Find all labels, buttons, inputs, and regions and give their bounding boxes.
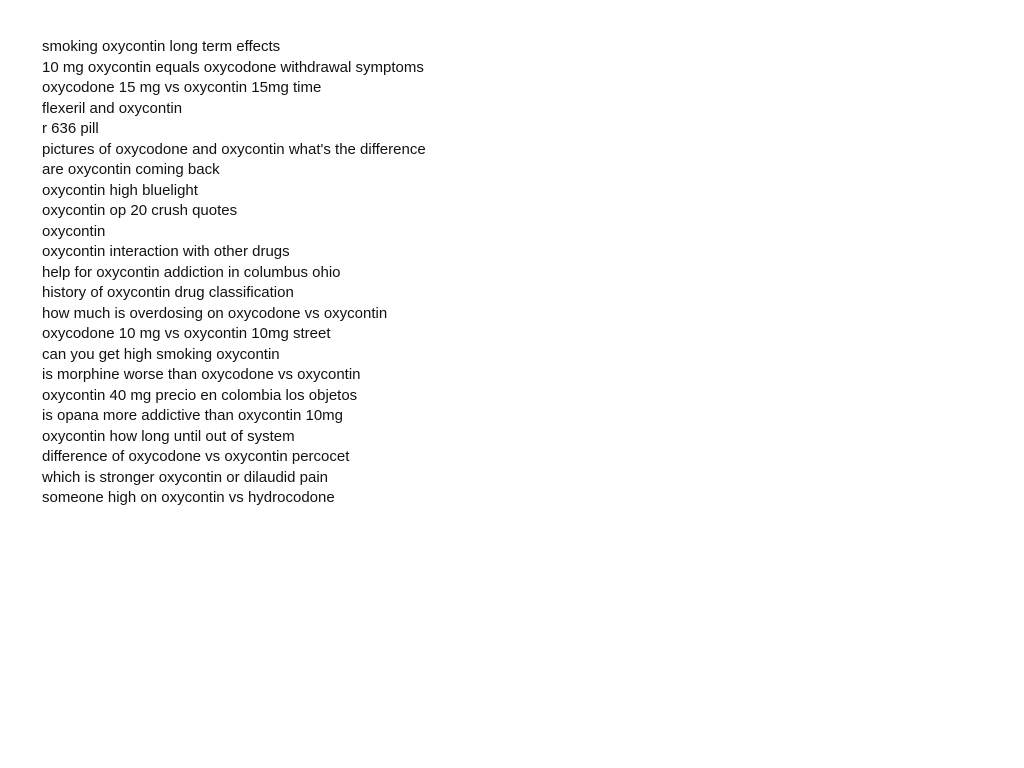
text-line: oxycontin op 20 crush quotes [42, 202, 238, 219]
text-line: how much is overdosing on oxycodone vs oxycontin [42, 304, 388, 322]
text-line: oxycodone 15 mg vs oxycontin 15mg time [42, 79, 322, 96]
text-line: oxycontin high bluelight [42, 181, 198, 199]
text-line: history of oxycontin drug classification [42, 284, 294, 301]
text-line: oxycontin how long until out of system [42, 427, 295, 445]
text-line: oxycontin [42, 222, 106, 240]
text-line: which is stronger oxycontin or dilaudid pain [42, 468, 328, 486]
text-line: oxycontin interaction with other drugs [42, 243, 290, 260]
text-line: pictures of oxycodone and oxycontin what's the difference [42, 140, 426, 158]
text-line: oxycodone 10 mg vs oxycontin 10mg street [42, 325, 331, 342]
text-line: 10 mg oxycontin equals oxycodone withdrawal symptoms [42, 58, 424, 76]
text-line: can you get high smoking oxycontin [42, 345, 280, 363]
text-line: is morphine worse than oxycodone vs oxycontin [42, 366, 361, 383]
text-line: oxycontin 40 mg precio en colombia los objetos [42, 386, 358, 404]
text-line: smoking oxycontin long term effects [42, 38, 281, 55]
text-list [42, 37, 426, 509]
text-line: is opana more addictive than oxycontin 10mg [42, 407, 344, 424]
text-line: help for oxycontin addiction in columbus ohio [42, 263, 341, 281]
text-line: someone high on oxycontin vs hydrocodone [42, 489, 335, 506]
text-line: difference of oxycodone vs oxycontin percocet [42, 448, 350, 465]
text-line: are oxycontin coming back [42, 161, 220, 178]
text-line: r 636 pill [42, 120, 99, 137]
text-line: flexeril and oxycontin [42, 99, 183, 117]
